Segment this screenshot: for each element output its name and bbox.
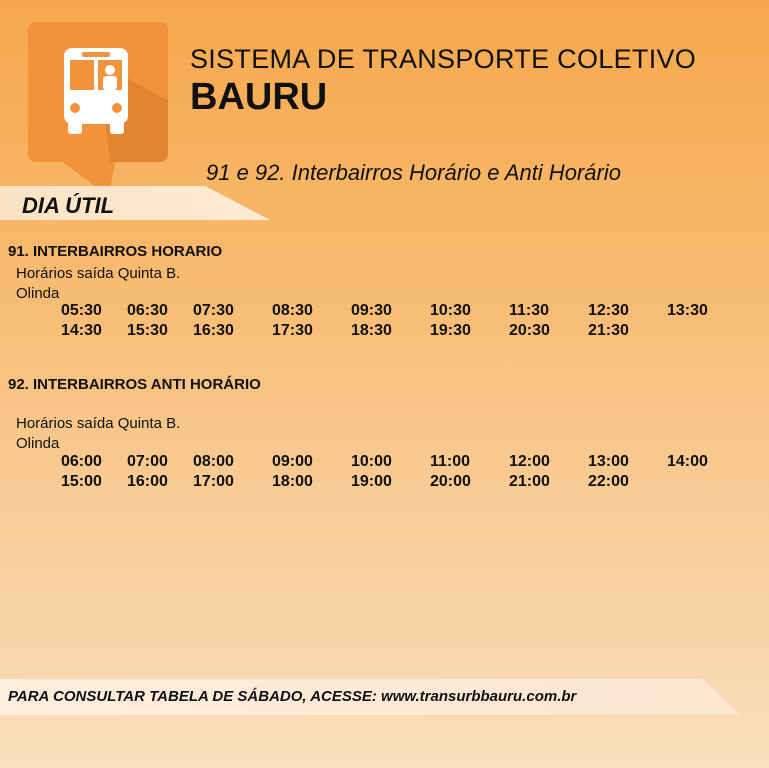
time-cell: 19:30 (430, 322, 471, 339)
time-cell: 15:30 (127, 322, 168, 339)
time-cell: 15:00 (61, 473, 102, 490)
bus-icon (62, 46, 130, 136)
section-92-times-row-1 (0, 453, 769, 473)
section-92-departure-label: Horários saída Quinta B. (16, 415, 181, 432)
header-title-line1: SISTEMA DE TRANSPORTE COLETIVO (190, 44, 697, 74)
section-92-title: 92. INTERBAIRROS ANTI HORÁRIO (8, 376, 261, 393)
day-label: DIA ÚTIL (22, 193, 115, 218)
time-cell: 11:30 (509, 302, 550, 319)
time-cell: 08:00 (193, 453, 234, 470)
time-cell: 05:30 (61, 302, 102, 319)
time-cell: 16:00 (127, 473, 168, 490)
time-cell: 14:00 (667, 453, 708, 470)
section-91-departure-label: Horários saída Quinta B. (16, 265, 181, 282)
time-cell: 06:30 (127, 302, 168, 319)
time-cell: 20:00 (430, 473, 471, 490)
time-cell: 11:00 (430, 453, 471, 470)
section-91-times-row-2 (0, 322, 769, 342)
time-cell: 18:00 (272, 473, 313, 490)
time-cell: 08:30 (272, 302, 313, 319)
time-cell: 16:30 (193, 322, 234, 339)
section-91-times-row-1 (0, 302, 769, 322)
time-cell: 13:30 (667, 302, 708, 319)
route-subtitle: 91 e 92. Interbairros Horário e Anti Horário (206, 160, 621, 185)
time-cell: 17:30 (272, 322, 313, 339)
time-cell: 21:00 (509, 473, 550, 490)
time-cell: 14:30 (61, 322, 102, 339)
time-cell: 13:00 (588, 453, 629, 470)
footer-saturday-notice: PARA CONSULTAR TABELA DE SÁBADO, ACESSE: www.transurbbauru.com.br (8, 688, 577, 705)
time-cell: 22:00 (588, 473, 629, 490)
header-title-line2: BAURU (190, 76, 328, 118)
time-cell: 21:30 (588, 322, 629, 339)
section-91-title: 91. INTERBAIRROS HORARIO (8, 243, 223, 260)
time-cell: 09:30 (351, 302, 392, 319)
time-cell: 12:00 (509, 453, 550, 470)
time-cell: 18:30 (351, 322, 392, 339)
time-cell: 17:00 (193, 473, 234, 490)
time-cell: 10:30 (430, 302, 471, 319)
section-92-departure-place: Olinda (16, 435, 60, 452)
time-cell: 06:00 (61, 453, 102, 470)
time-cell: 07:30 (193, 302, 234, 319)
time-cell: 09:00 (272, 453, 313, 470)
time-cell: 20:30 (509, 322, 550, 339)
section-92-times-row-2 (0, 473, 769, 493)
section-91-departure-place: Olinda (16, 285, 60, 302)
time-cell: 07:00 (127, 453, 168, 470)
time-cell: 12:30 (588, 302, 629, 319)
time-cell: 10:00 (351, 453, 392, 470)
time-cell: 19:00 (351, 473, 392, 490)
